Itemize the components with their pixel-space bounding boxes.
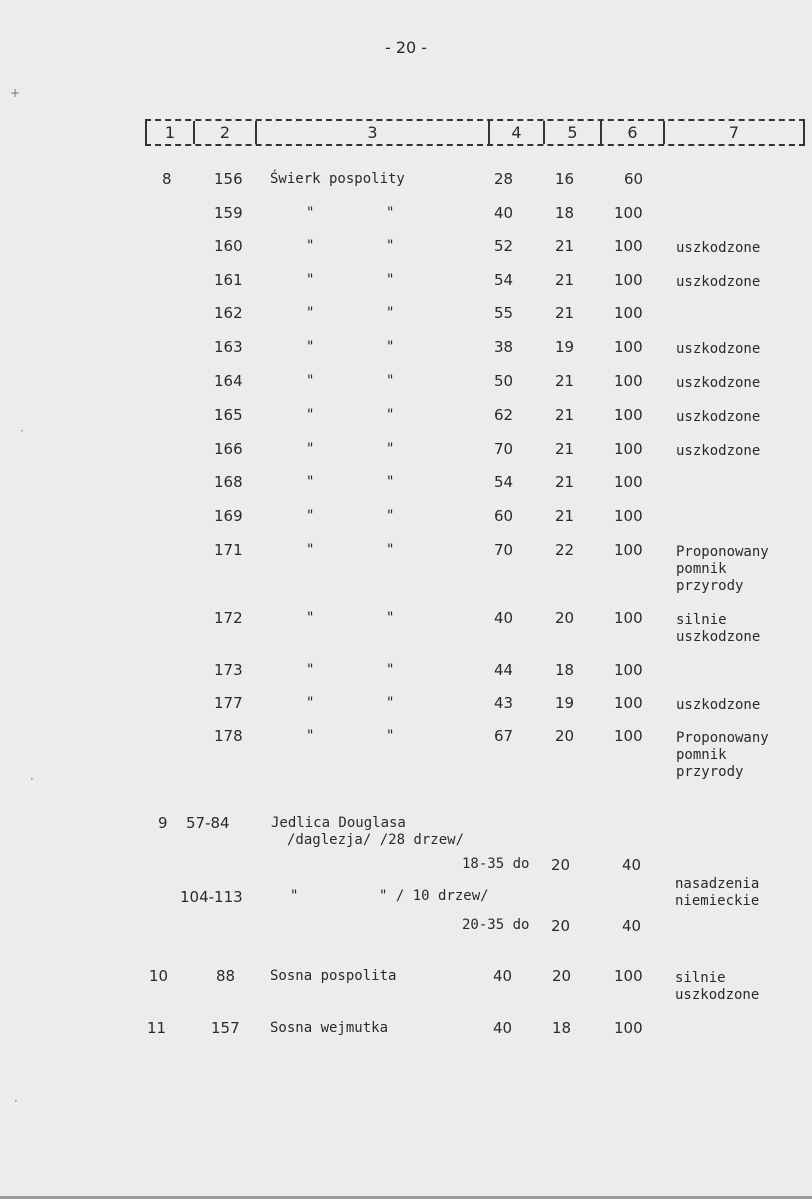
page-number: - 20 - xyxy=(384,38,428,57)
col4-value: 44 xyxy=(494,661,514,679)
col5-value: 21 xyxy=(555,237,575,255)
col4-value: 70 xyxy=(494,440,514,458)
col5-value: 22 xyxy=(555,541,575,559)
remark: uszkodzone xyxy=(676,375,761,391)
ditto-mark: " xyxy=(386,695,395,711)
tree-number: 161 xyxy=(214,271,243,289)
col5-value: 20 xyxy=(555,609,575,627)
col6-value: 100 xyxy=(614,204,643,222)
table-row xyxy=(0,372,812,406)
ditto-mark: " xyxy=(306,407,315,423)
remark: silnie uszkodzone xyxy=(675,970,760,1003)
col6-value: 100 xyxy=(614,661,643,679)
col5-value: 21 xyxy=(555,507,575,525)
ditto-mark: " xyxy=(306,205,315,221)
header-col-2: 2 xyxy=(195,121,257,144)
table-row xyxy=(0,440,812,474)
col6-value: 60 xyxy=(624,170,644,188)
ditto-mark: " xyxy=(386,407,395,423)
ditto-mark: " xyxy=(386,474,395,490)
col6-value: 100 xyxy=(614,967,643,985)
tree-number: 160 xyxy=(214,237,243,255)
ditto-mark: " xyxy=(306,662,315,678)
col6-value: 100 xyxy=(614,727,643,745)
tree-number: 57-84 xyxy=(186,814,230,832)
ditto-mark: " xyxy=(306,373,315,389)
ditto-mark: " xyxy=(306,238,315,254)
tree-number: 165 xyxy=(214,406,243,424)
ditto-mark: " xyxy=(306,695,315,711)
group-number: 11 xyxy=(147,1019,167,1037)
margin-mark: · xyxy=(20,424,24,438)
ditto-mark: " xyxy=(386,728,395,744)
col6-value: 100 xyxy=(614,271,643,289)
tree-number: 156 xyxy=(214,170,243,188)
ditto-mark: " xyxy=(386,272,395,288)
ditto-mark: " xyxy=(386,339,395,355)
group-number: 10 xyxy=(149,967,169,985)
species-note: " / 10 drzew/ xyxy=(379,888,489,904)
col4-value: 54 xyxy=(494,473,514,491)
tree-number: 177 xyxy=(214,694,243,712)
table-row xyxy=(0,727,812,780)
table-row xyxy=(0,304,812,338)
ditto-mark: " xyxy=(386,441,395,457)
table-row xyxy=(0,661,812,695)
col4-value: 62 xyxy=(494,406,514,424)
remark: uszkodzone xyxy=(676,409,761,425)
col6-value: 100 xyxy=(614,304,643,322)
col4-value: 67 xyxy=(494,727,514,745)
ditto-mark: " xyxy=(306,508,315,524)
table-header xyxy=(145,119,805,146)
header-col-3: 3 xyxy=(257,121,490,144)
ditto-mark: " xyxy=(386,662,395,678)
col5-value: 20 xyxy=(552,967,572,985)
col5-value: 21 xyxy=(555,304,575,322)
remark: uszkodzone xyxy=(676,443,761,459)
table-row xyxy=(0,609,812,643)
col4-value: 43 xyxy=(494,694,514,712)
col6-value: 100 xyxy=(614,541,643,559)
tree-number: 104-113 xyxy=(180,888,243,906)
col5-value: 21 xyxy=(555,406,575,424)
ditto-mark: " xyxy=(306,305,315,321)
col6-value: 40 xyxy=(622,917,642,935)
remark: uszkodzone xyxy=(676,274,761,290)
col4-value: 60 xyxy=(494,507,514,525)
remark: Proponowany pomnik przyrody xyxy=(676,730,769,780)
table-row xyxy=(0,507,812,541)
species-note: /daglezja/ /28 drzew/ xyxy=(287,832,465,848)
remark: uszkodzone xyxy=(676,341,761,357)
ditto-mark: " xyxy=(386,542,395,558)
col5-value: 18 xyxy=(555,204,575,222)
table-row xyxy=(0,204,812,238)
remark: uszkodzone xyxy=(676,697,761,713)
table-row xyxy=(0,473,812,507)
col6-value: 100 xyxy=(614,406,643,424)
header-col-4: 4 xyxy=(490,121,545,144)
age-range: 18-35 do xyxy=(462,856,530,872)
col4-value: 54 xyxy=(494,271,514,289)
col6-value: 100 xyxy=(614,473,643,491)
tree-number: 159 xyxy=(214,204,243,222)
header-col-1: 1 xyxy=(147,121,195,144)
tree-number: 169 xyxy=(214,507,243,525)
ditto-mark: " xyxy=(306,441,315,457)
group-number: 8 xyxy=(162,170,172,188)
ditto-mark: " xyxy=(306,610,315,626)
table-row xyxy=(0,237,812,271)
ditto-mark: " xyxy=(290,888,299,904)
col5-value: 21 xyxy=(555,372,575,390)
col5-value: 21 xyxy=(555,271,575,289)
col6-value: 100 xyxy=(614,372,643,390)
tree-number: 164 xyxy=(214,372,243,390)
ditto-mark: " xyxy=(306,474,315,490)
ditto-mark: " xyxy=(386,238,395,254)
table-row xyxy=(0,541,812,594)
tree-number: 166 xyxy=(214,440,243,458)
ditto-mark: " xyxy=(306,728,315,744)
col5-value: 20 xyxy=(551,856,571,874)
col6-value: 100 xyxy=(614,1019,643,1037)
col6-value: 100 xyxy=(614,694,643,712)
tree-number: 172 xyxy=(214,609,243,627)
header-col-7: 7 xyxy=(728,123,740,142)
remark: Proponowany pomnik przyrody xyxy=(676,544,769,594)
table-row xyxy=(0,170,812,204)
ditto-mark: " xyxy=(306,339,315,355)
ditto-mark: " xyxy=(306,542,315,558)
table-row xyxy=(0,338,812,372)
col5-value: 20 xyxy=(551,917,571,935)
species-name: Jedlica Douglasa xyxy=(271,815,406,831)
col4-value: 28 xyxy=(494,170,514,188)
tree-number: 163 xyxy=(214,338,243,356)
tree-number: 168 xyxy=(214,473,243,491)
col5-value: 18 xyxy=(552,1019,572,1037)
species-name: Sosna pospolita xyxy=(270,968,397,984)
header-col-5: 5 xyxy=(545,121,602,144)
remark: nasadzenia niemieckie xyxy=(675,876,760,909)
remark: silnie uszkodzone xyxy=(676,612,761,645)
col6-value: 100 xyxy=(614,237,643,255)
remark: uszkodzone xyxy=(676,240,761,256)
col4-value: 55 xyxy=(494,304,514,322)
col5-value: 19 xyxy=(555,338,575,356)
margin-mark: · xyxy=(30,772,34,786)
ditto-mark: " xyxy=(386,305,395,321)
col5-value: 18 xyxy=(555,661,575,679)
col5-value: 19 xyxy=(555,694,575,712)
species-name: Sosna wejmutka xyxy=(270,1020,389,1036)
col4-value: 40 xyxy=(493,1019,513,1037)
col4-value: 50 xyxy=(494,372,514,390)
col6-value: 100 xyxy=(614,507,643,525)
col4-value: 40 xyxy=(494,204,514,222)
tree-number: 88 xyxy=(216,967,236,985)
col6-value: 100 xyxy=(614,440,643,458)
ditto-mark: " xyxy=(386,610,395,626)
table-row xyxy=(0,694,812,728)
tree-number: 171 xyxy=(214,541,243,559)
table-row xyxy=(0,406,812,440)
margin-mark: · xyxy=(14,1094,18,1108)
col6-value: 100 xyxy=(614,609,643,627)
tree-number: 173 xyxy=(214,661,243,679)
col4-value: 52 xyxy=(494,237,514,255)
col6-value: 40 xyxy=(622,856,642,874)
group-number: 9 xyxy=(158,814,168,832)
col5-value: 21 xyxy=(555,473,575,491)
ditto-mark: " xyxy=(386,508,395,524)
species-name: Świerk pospolity xyxy=(270,171,405,187)
col5-value: 20 xyxy=(555,727,575,745)
ditto-mark: " xyxy=(306,272,315,288)
col5-value: 16 xyxy=(555,170,575,188)
tree-number: 178 xyxy=(214,727,243,745)
col6-value: 100 xyxy=(614,338,643,356)
age-range: 20-35 do xyxy=(462,917,530,933)
tree-number: 162 xyxy=(214,304,243,322)
tree-number: 157 xyxy=(211,1019,240,1037)
col4-value: 40 xyxy=(493,967,513,985)
header-col-6: 6 xyxy=(602,121,665,144)
col5-value: 21 xyxy=(555,440,575,458)
col4-value: 40 xyxy=(494,609,514,627)
col4-value: 70 xyxy=(494,541,514,559)
ditto-mark: " xyxy=(386,205,395,221)
table-row xyxy=(0,271,812,305)
margin-mark: + xyxy=(10,86,21,100)
col4-value: 38 xyxy=(494,338,514,356)
ditto-mark: " xyxy=(386,373,395,389)
